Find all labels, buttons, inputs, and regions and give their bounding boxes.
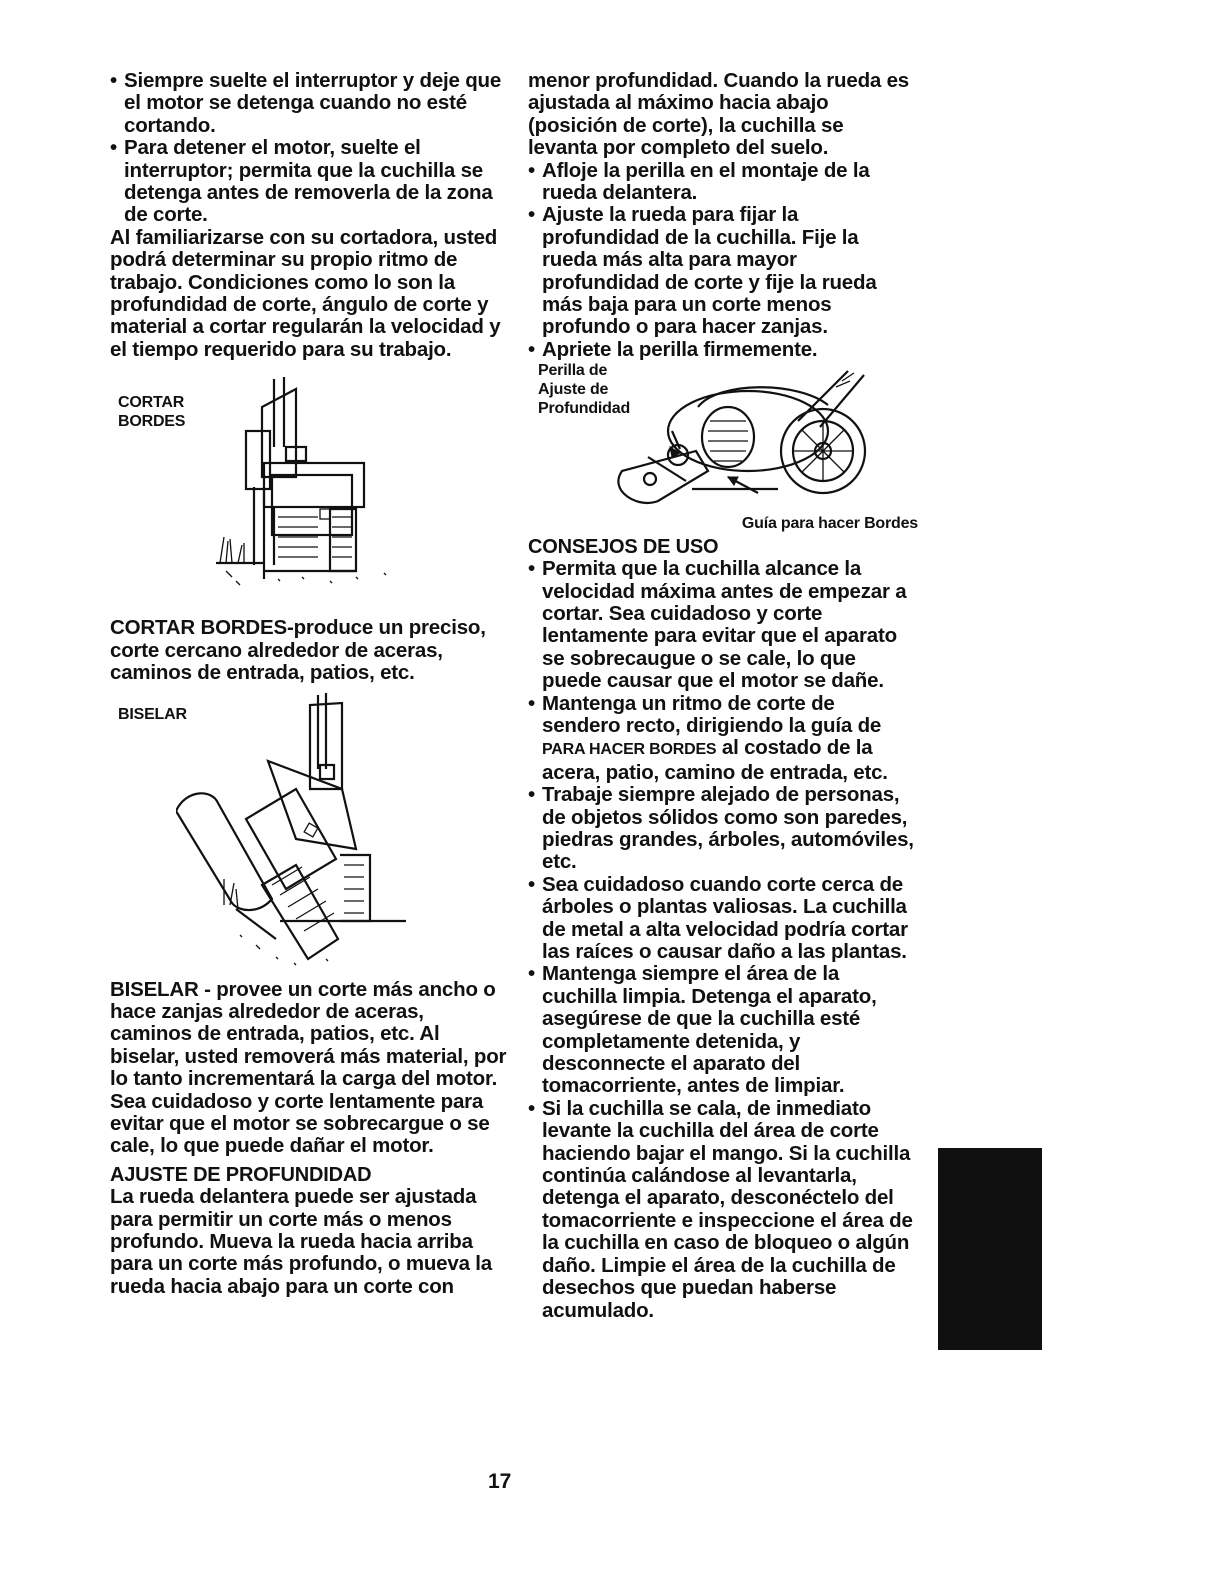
- bevel-figure: [110, 689, 510, 979]
- right-column: [528, 70, 918, 1322]
- edging-text: -produce un preciso, corte cercano alrededor de aceras, caminos de entrada, patios, etc.: [110, 616, 486, 685]
- list-item: • Siempre suelte el interruptor y deje que el motor se detenga cuando no esté cortando.: [110, 70, 510, 137]
- depth-adjustment-paragraph: La rueda delantera puede ser ajustada para permitir un corte más o menos profundo. Mueva la rueda hacia arriba para un corte más profundo, o mueva la rueda hacia abajo para un corte con: [110, 1185, 492, 1298]
- edging-term: CORTAR BORDES: [110, 616, 287, 640]
- list-item: • Si la cuchilla se cala, de inmediato levante la cuchilla del área de corte haciendo bajar el mango. Si la cuchilla continúa calándose al levantarla, detenga el aparato, desconéctelo del tomacorriente e inspeccione el área de la cuchilla en caso de bloqueo o algún daño. Limpie el área de la cuchilla de desechos que puedan haberse acumulado.: [528, 1098, 918, 1322]
- usage-tips-list: [528, 558, 918, 1322]
- knob-label: Perilla de: [538, 362, 608, 380]
- usage-tips-heading: CONSEJOS DE USO: [528, 535, 719, 558]
- knob-label: Ajuste de: [538, 381, 609, 399]
- depth-continued-paragraph: menor profundidad. Cuando la rueda es ajustada al máximo hacia abajo (posición de corte), la cuchilla se levanta por completo del suelo.: [528, 69, 909, 160]
- tip-text: Mantenga un ritmo de corte de sendero recto, dirigiendo la guía de: [542, 691, 882, 737]
- intro-bullet-list: [110, 70, 510, 227]
- list-item: [528, 693, 918, 785]
- depth-bullet-list: [528, 160, 918, 362]
- edging-figure: [110, 367, 510, 617]
- list-item: • Apriete la perilla firmemente.: [528, 339, 918, 361]
- section-edge-tab: [938, 1148, 1042, 1350]
- bevel-text: - provee un corte más ancho o hace zanjas alrededor de aceras, caminos de entrada, patios, etc. Al biselar, usted removerá más material, por lo tanto incrementará la carga del motor. Sea cuidadoso y corte lentamente para evitar que el motor se sobrecargue o se cale, lo que puede dañar el motor.: [110, 977, 507, 1158]
- edging-guide-term: PARA HACER BORDES: [542, 741, 717, 759]
- edging-guide-caption: Guía para hacer Bordes: [741, 515, 918, 533]
- familiarize-paragraph: Al familiarizarse con su cortadora, usted podrá determinar su propio ritmo de trabajo. Condiciones como lo son la profundidad de corte, ángulo de corte y material a cortar regularán la velocidad y el tiempo requerido para su trabajo.: [110, 225, 501, 361]
- list-item: • Permita que la cuchilla alcance la velocidad máxima antes de empezar a cortar. Sea cuidadoso y corte lentamente para evitar que el aparato se sobrecaugue o se cale, lo que puede causar que el motor se dañe.: [528, 558, 918, 692]
- left-column: [110, 70, 510, 1298]
- depth-knob-figure: [528, 361, 918, 511]
- list-item: • Para detener el motor, suelte el interruptor; permita que la cuchilla se detenga antes de removerla de la zona de corte.: [110, 137, 510, 227]
- list-item: • Sea cuidadoso cuando corte cerca de árboles o plantas valiosas. La cuchilla de metal a alta velocidad podría cortar las raíces o causar daño a las plantas.: [528, 874, 918, 964]
- page-number: 17: [488, 1470, 512, 1493]
- bevel-figure-label: BISELAR: [118, 705, 187, 723]
- edger-upright-illustration: [206, 367, 406, 617]
- edger-bevel-illustration: [176, 689, 406, 979]
- list-item: • Ajuste la rueda para fijar la profundidad de la cuchilla. Fije la rueda más alta para mayor profundidad de corte y fije la rueda más baja para un corte menos profundo o para hacer zanjas.: [528, 204, 918, 338]
- bevel-term: BISELAR: [110, 977, 199, 1001]
- edging-description: [110, 617, 510, 684]
- list-item: • Afloje la perilla en el montaje de la rueda delantera.: [528, 160, 918, 205]
- depth-adjustment-heading: AJUSTE DE PROFUNDIDAD: [110, 1163, 372, 1186]
- list-item: • Mantenga siempre el área de la cuchilla limpia. Detenga el aparato, asegúrese de que la cuchilla esté completamente detenida, y desconnecte el aparato del tomacorriente, antes de limpiar.: [528, 963, 918, 1097]
- tip-text: al costado de la acera, patio, camino de entrada, etc.: [542, 736, 888, 784]
- list-item: • Trabaje siempre alejado de personas, de objetos sólidos como son paredes, piedras grandes, árboles, automóviles, etc.: [528, 784, 918, 874]
- bevel-description: [110, 979, 510, 1158]
- knob-label: Profundidad: [538, 400, 631, 418]
- edging-figure-label: BORDES: [118, 413, 186, 431]
- front-wheel-illustration: [608, 361, 908, 511]
- edging-figure-label: CORTAR: [118, 394, 185, 412]
